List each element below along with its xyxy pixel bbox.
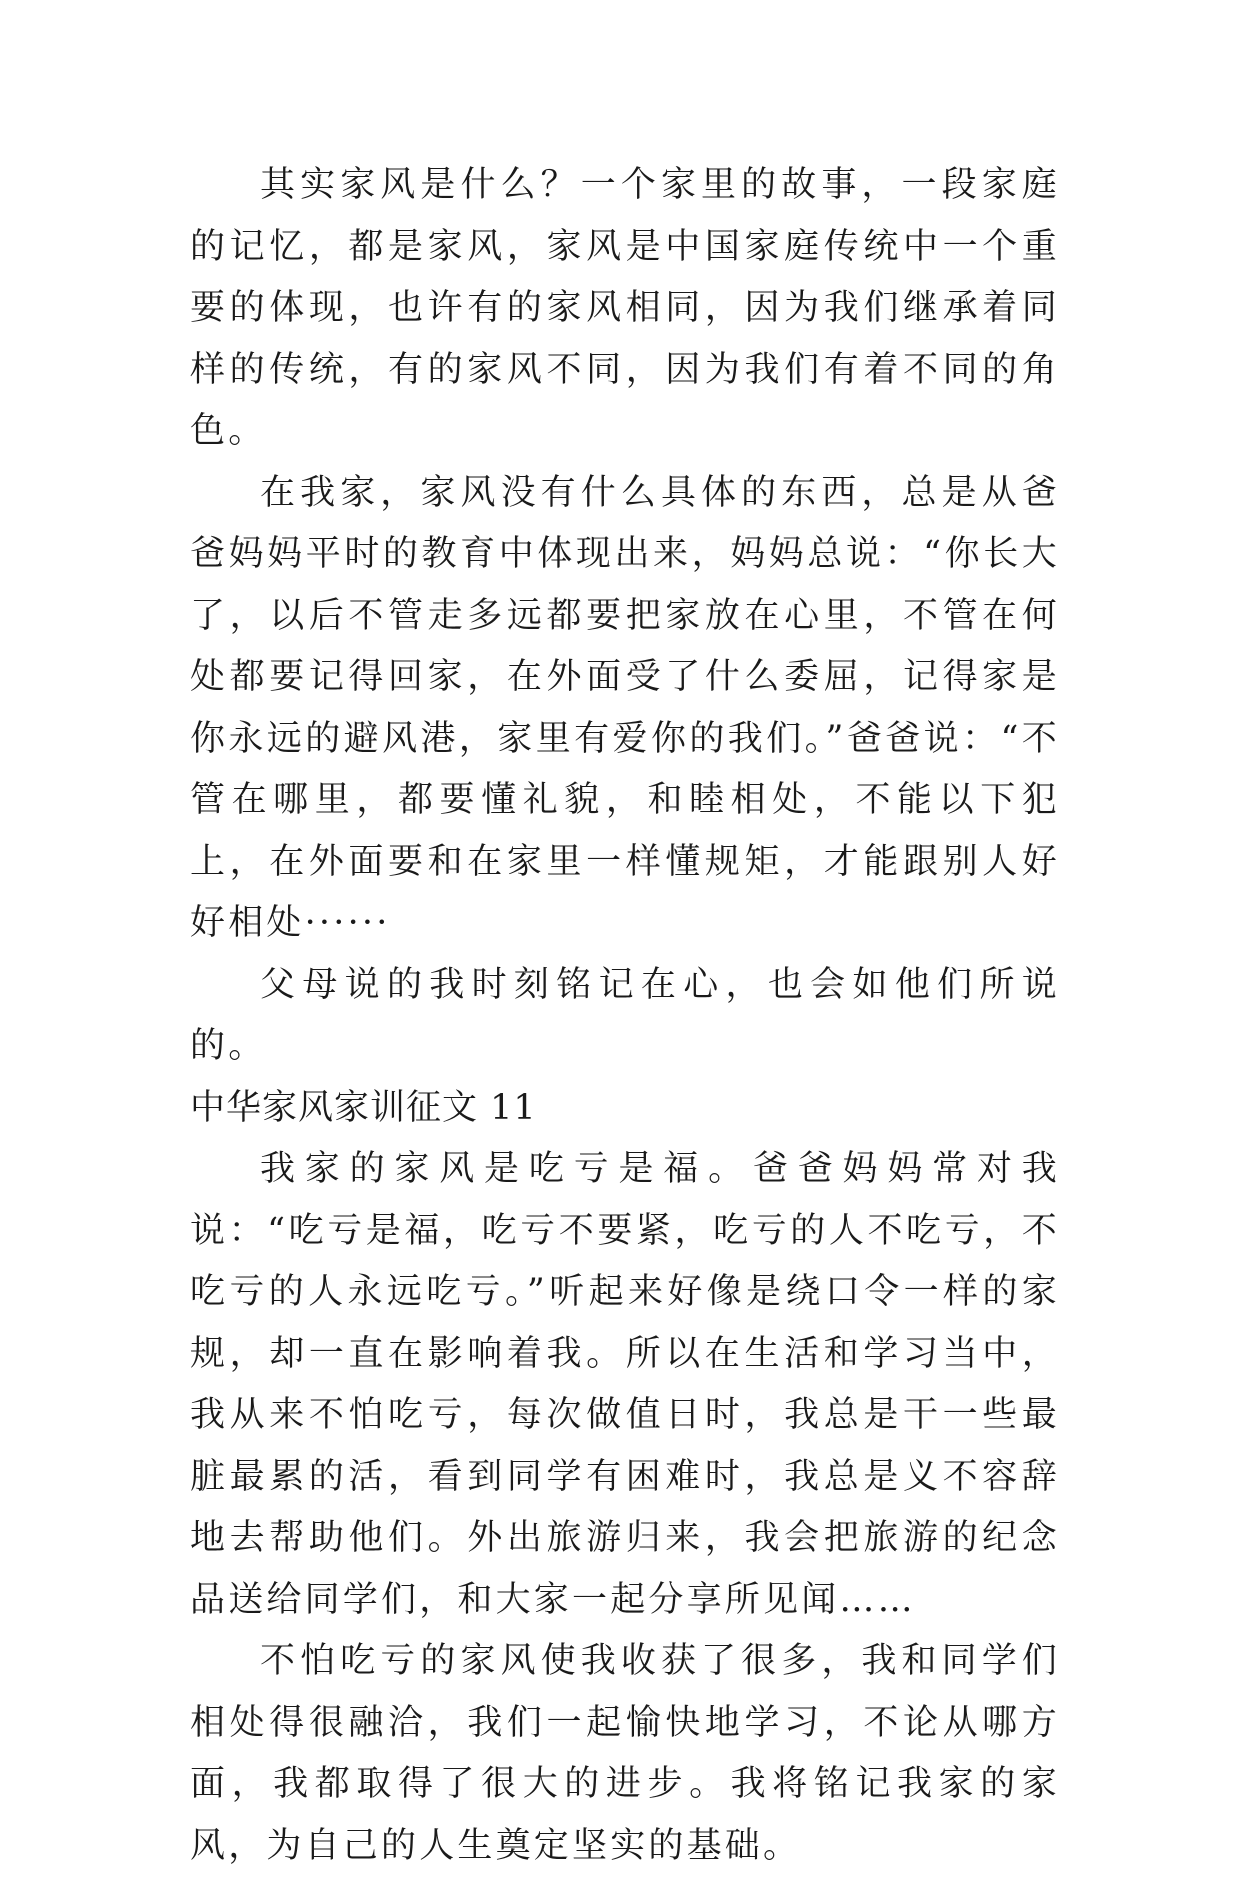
document-body <box>190 155 1060 1877</box>
paragraph-suffering-loss-is-blessing: 我家的家风是吃亏是福。爸爸妈妈常对我说：“吃亏是福，吃亏不要紧，吃亏的人不吃亏，不吃亏的人永远吃亏。”听起来好像是绕口令一样的家规，却一直在影响着我。所以在生活和学习当中，我从来不怕吃亏，每次做值日时，我总是干一些最脏最累的活，看到同学有困难时，我总是义不容辞地去帮助他们。外出旅游归来，我会把旅游的纪念品送给同学们，和大家一起分享所见闻…… <box>190 1149 1060 1620</box>
section-heading: 中华家风家训征文 11 <box>190 1087 537 1128</box>
paragraph-what-is-family-tradition: 其实家风是什么？一个家里的故事，一段家庭的记忆，都是家风，家风是中国家庭传统中一个重要的体现，也许有的家风相同，因为我们继承着同样的传统，有的家风不同，因为我们有着不同的角色。 <box>190 165 1060 451</box>
paragraph-conclusion: 不怕吃亏的家风使我收获了很多，我和同学们相处得很融洽，我们一起愉快地学习，不论从哪方面，我都取得了很大的进步。我将铭记我家的家风，为自己的人生奠定坚实的基础。 <box>190 1641 1060 1866</box>
paragraph-remember-in-heart: 父母说的我时刻铭记在心，也会如他们所说的。 <box>190 964 1060 1066</box>
paragraph-parents-teaching: 在我家，家风没有什么具体的东西，总是从爸爸妈妈平时的教育中体现出来，妈妈总说：“你长大了，以后不管走多远都要把家放在心里，不管在何处都要记得回家，在外面受了什么委屈，记得家是你永远的避风港，家里有爱你的我们。”爸爸说：“不管在哪里，都要懂礼貌，和睦相处，不能以下犯上，在外面要和在家里一样懂规矩，才能跟别人好好相处······ <box>190 472 1060 943</box>
